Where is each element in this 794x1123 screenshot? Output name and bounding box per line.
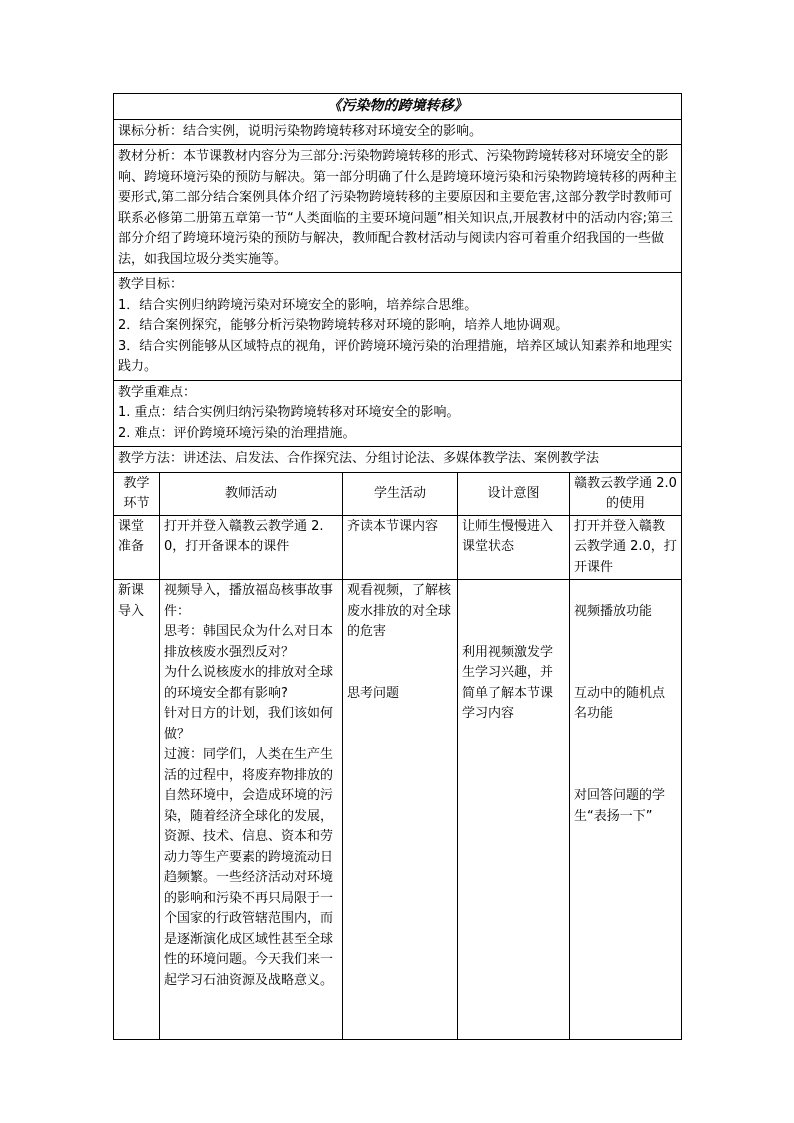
objective-item: 1．结合实例归纳跨境污染对环境安全的影响，培养综合思维。 <box>118 297 478 313</box>
row-platform <box>570 580 682 1040</box>
row-student: 齐读本节课内容 <box>343 515 458 580</box>
objectives-label: 教学目标： <box>118 277 184 292</box>
row-platform: 打开并登入赣教云教学通 2.0，打开课件 <box>570 515 682 580</box>
keypoint-item: 2. 难点：评价跨境环境污染的治理措施。 <box>118 425 356 441</box>
table-row <box>114 515 682 580</box>
teaching-methods: 教学方法：讲述法、启发法、合作探究法、分组讨论法、多媒体教学法、案例教学法 <box>114 447 682 473</box>
keypoints-label: 教学重难点： <box>118 384 197 400</box>
platform-text: 视频播放功能 <box>574 603 653 619</box>
key-points <box>114 380 682 447</box>
teacher-text: 视频导入，播放福岛核事故事件： <box>164 583 334 619</box>
objective-item: 3．结合实例能够从区域特点的视角，评价跨境环境污染的治理措施，培养区域认知素养和地理实践力。 <box>118 338 673 374</box>
header-student: 学生活动 <box>343 472 458 515</box>
teacher-text: 针对日方的计划，我们该如何做？ <box>164 706 334 742</box>
row-design: 让师生慢慢进入课堂状态 <box>458 515 570 580</box>
table-row <box>114 580 682 1040</box>
document-title: 《污染物的跨境转移》 <box>114 94 682 120</box>
header-design: 设计意图 <box>458 472 570 515</box>
lesson-plan-table <box>113 93 682 1040</box>
student-text: 观看视频，了解核废水排放的对全球的危害 <box>347 583 452 639</box>
curriculum-analysis: 课标分析：结合实例，说明污染物跨境转移对环境安全的影响。 <box>114 119 682 145</box>
teacher-text: 为什么说核废水的排放对全球的环境安全都有影响? <box>164 665 334 701</box>
row-design <box>458 580 570 1040</box>
platform-text: 互动中的随机点名功能 <box>574 685 666 721</box>
teaching-objectives <box>114 273 682 381</box>
row-teacher <box>160 580 343 1040</box>
header-stage: 教学环节 <box>114 472 160 515</box>
row-student <box>343 580 458 1040</box>
material-analysis: 教材分析：本节课教材内容分为三部分:污染物跨境转移的形式、污染物跨境转移对环境安全的影响、跨境环境污染的预防与解决。第一部分明确了什么是跨境环境污染和污染物跨境转移的两种主要形式,第二部分结合案例具体介绍了污染物跨境转移的主要原因和主要危害,这部分教学时教师可联系必修第二册第五章第一节“人类面临的主要环境问题”相关知识点,开展教材中的活动内容;第三部分介绍了跨境环境污染的预防与解决，教师配合教材活动与阅读内容可着重介绍我国的一些做法，如我国垃圾分类实施等。 <box>114 145 682 273</box>
row-stage: 课堂准备 <box>114 515 160 580</box>
platform-text: 对回答问题的学生“表扬一下” <box>574 788 666 824</box>
design-text: 利用视频激发学生学习兴趣，并简单了解本节课学习内容 <box>462 644 554 721</box>
lesson-plan <box>113 93 681 1040</box>
row-teacher: 打开并登入赣教云教学通 2.0，打开备课本的课件 <box>160 515 343 580</box>
keypoint-item: 1. 重点：结合实例归纳污染物跨境转移对环境安全的影响。 <box>118 405 460 420</box>
row-stage: 新课导入 <box>114 580 160 1040</box>
objective-item: 2．结合案例探究，能够分析污染物跨境转移对环境的影响，培养人地协调观。 <box>118 318 569 333</box>
header-platform: 赣教云教学通 2.0 的使用 <box>570 472 682 515</box>
student-text: 思考问题 <box>347 685 400 701</box>
header-teacher: 教师活动 <box>160 472 343 515</box>
teacher-text: 过渡：同学们，人类在生产生活的过程中，将废弃物排放的自然环境中，会造成环境的污染，随着经济全球化的发展，资源、技术、信息、资本和劳动力等生产要素的跨境流动日趋频繁。一些经济活动对环境的影响和污染不再只局限于一个国家的行政管辖范围内，而是逐渐演化成区域性甚至全球性的环境问题。今天我们来一起学习石油资源及战略意义。 <box>164 747 334 988</box>
teacher-text: 思考：韩国民众为什么对日本排放核废水强烈反对？ <box>164 624 334 660</box>
